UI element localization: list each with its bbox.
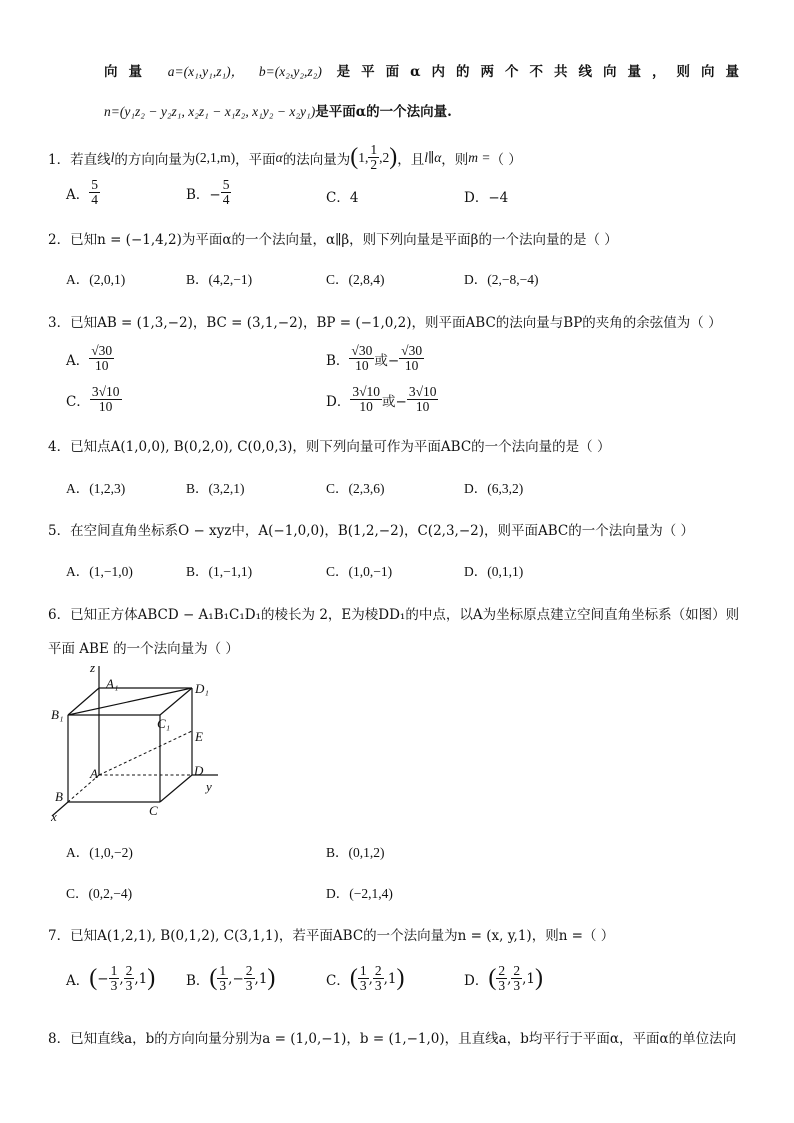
label-c1: C₁	[157, 716, 171, 731]
intro-suffix: 是平面α内的两个不共线向量，则向量	[336, 64, 750, 80]
question-number: 4．	[48, 439, 71, 455]
intro-vector-a: a=(x₁,y₁,z₁)，	[167, 64, 245, 79]
intro-line-1	[104, 60, 750, 80]
question-text: 已知点A(1,0,0), B(0,2,0), C(0,0,3)，则下列向量可作为平面ABC的一个法向量的是（ ）	[70, 439, 611, 455]
q3-option-d[interactable]: D． $\frac{3√10}{10}$ 或− $\frac{3√10}{10}$	[326, 384, 437, 415]
cube-figure	[46, 658, 236, 828]
question-text: 已知n = (−1,4,2)为平面α的一个法向量，α∥β，则下列向量是平面β的一个法向量的是（ ）	[70, 232, 618, 248]
question-text: 已知A(1,2,1), B(0,1,2), C(3,1,1)，若平面ABC的一个法向量为n = (x, y,1)，则n =（ ）	[70, 928, 615, 944]
q7-option-a[interactable]: A． ( − $\frac{1}{3}$ , $\frac{2}{3}$ ,1 )	[66, 963, 156, 994]
q5-option-d[interactable]: D．(0,1,1)	[464, 564, 524, 579]
label-y: y	[206, 779, 212, 794]
question-number: 6．	[48, 607, 71, 623]
q3-option-c[interactable]: C． $\frac{3√10}{10}$	[66, 384, 120, 415]
q4-option-c[interactable]: C．(2,3,6)	[326, 481, 385, 496]
q5-option-c[interactable]: C．(1,0,−1)	[326, 564, 393, 579]
q6-option-d[interactable]: D．(−2,1,4)	[326, 886, 393, 901]
question-number: 8．	[48, 1031, 71, 1047]
math-direction-vector: (2,1,m)	[195, 149, 236, 165]
q1-option-d[interactable]: D．−4	[464, 190, 509, 206]
intro-normal-vector: n=(y₁z₂ − y₂z₁, x₂z₁ − x₁z₂, x₁y₂ − x₂y₁)	[104, 104, 316, 119]
question-7-stem	[48, 924, 614, 944]
q4-option-d[interactable]: D．(6,3,2)	[464, 481, 524, 496]
question-5-stem	[48, 519, 694, 539]
question-text: 在空间直角坐标系O − xyz中，A(−1,0,0)，B(1,2,−2)，C(2,3,−2)，则平面ABC的一个法向量为（ ）	[70, 523, 695, 539]
q6-option-c[interactable]: C．(0,2,−4)	[66, 886, 133, 901]
question-text: 已知直线a，b的方向向量分别为a = (1,0,−1)，b = (1,−1,0)，且直线a，b均平行于平面α，平面α的单位法向	[70, 1031, 737, 1047]
math-l: l	[110, 149, 115, 165]
label-c: C	[149, 803, 158, 818]
math-m: m =	[468, 149, 491, 165]
label-x: x	[51, 809, 57, 824]
question-text: 已知AB = (1,3,−2)，BC = (3,1,−2)，BP = (−1,0,2)，则平面ABC的法向量与BP的夹角的余弦值为（ ）	[70, 315, 722, 331]
math-alpha: α	[275, 149, 283, 165]
q2-option-a[interactable]: A．(2,0,1)	[66, 272, 126, 287]
label-a: A	[90, 766, 98, 781]
q7-option-b[interactable]: B． ( $\frac{1}{3}$ ,− $\frac{2}{3}$ ,1 )	[186, 963, 276, 994]
q3-option-b[interactable]: B． $\frac{√30}{10}$ 或− $\frac{√30}{10}$	[326, 343, 423, 374]
q4-option-b[interactable]: B．(3,2,1)	[186, 481, 245, 496]
q5-option-b[interactable]: B．(1,−1,1)	[186, 564, 253, 579]
label-a1: A₁	[106, 676, 119, 691]
question-text: 的方向向量为	[114, 151, 196, 168]
question-text: 已知正方体ABCD − A₁B₁C₁D₁的棱长为 2，E为棱DD₁的中点，以A为坐标原点建立空间直角坐标系（如图）则	[70, 607, 740, 623]
q1-option-c[interactable]: C．4	[326, 190, 359, 206]
question-number: 7．	[48, 928, 71, 944]
intro-vector-b: b=(x₂,y₂,z₂)	[258, 64, 322, 79]
question-2-stem	[48, 228, 618, 248]
q6-option-a[interactable]: A．(1,0,−2)	[66, 845, 133, 860]
q2-option-d[interactable]: D．(2,−8,−4)	[464, 272, 539, 287]
intro-line-2	[104, 100, 452, 120]
q3-option-a[interactable]: A． $\frac{√30}{10}$	[66, 343, 113, 374]
question-1-stem	[48, 143, 522, 172]
question-text: ，且	[397, 151, 425, 168]
q2-option-c[interactable]: C．(2,8,4)	[326, 272, 385, 287]
intro-prefix: 向量	[104, 64, 153, 80]
question-text: 若直线	[70, 151, 111, 168]
label-z: z	[90, 660, 96, 675]
q6-option-b[interactable]: B．(0,1,2)	[326, 845, 385, 860]
math-parallel: l∥α	[424, 149, 442, 165]
q7-option-d[interactable]: D． ( $\frac{2}{3}$ , $\frac{2}{3}$ ,1 )	[464, 963, 544, 994]
math-normal-vector: ( 1, $\frac{1}{2}$ ,2 )	[350, 142, 398, 173]
question-4-stem	[48, 435, 610, 455]
intro-normal-suffix: 是平面α的一个法向量.	[315, 104, 452, 120]
label-b1: B₁	[51, 707, 64, 722]
question-text: ，平面	[235, 151, 276, 168]
q4-option-a[interactable]: A．(1,2,3)	[66, 481, 126, 496]
q5-option-a[interactable]: A．(1,−1,0)	[66, 564, 133, 579]
question-text: ，则	[441, 151, 469, 168]
question-number: 3．	[48, 315, 71, 331]
q1-option-a[interactable]: A． $\frac{5}{4}$	[66, 177, 98, 208]
question-number: 5．	[48, 523, 71, 539]
question-3-stem	[48, 311, 722, 331]
answer-paren: （ ）	[490, 151, 522, 168]
question-text: 的法向量为	[282, 151, 351, 168]
question-number: 2．	[48, 232, 71, 248]
label-e: E	[195, 729, 203, 744]
question-6-stem-line-2: 平面 ABE 的一个法向量为（ ）	[48, 641, 239, 657]
q7-option-c[interactable]: C． ( $\frac{1}{3}$ , $\frac{2}{3}$ ,1 )	[326, 963, 405, 994]
label-b: B	[55, 789, 63, 804]
label-d: D	[194, 763, 204, 778]
question-6-stem	[48, 603, 739, 623]
q2-option-b[interactable]: B．(4,2,−1)	[186, 272, 253, 287]
question-8-stem	[48, 1027, 736, 1047]
question-number: 1．	[48, 151, 71, 168]
q1-option-b[interactable]: B．− $\frac{5}{4}$	[186, 177, 230, 208]
label-d1: D₁	[195, 681, 209, 696]
